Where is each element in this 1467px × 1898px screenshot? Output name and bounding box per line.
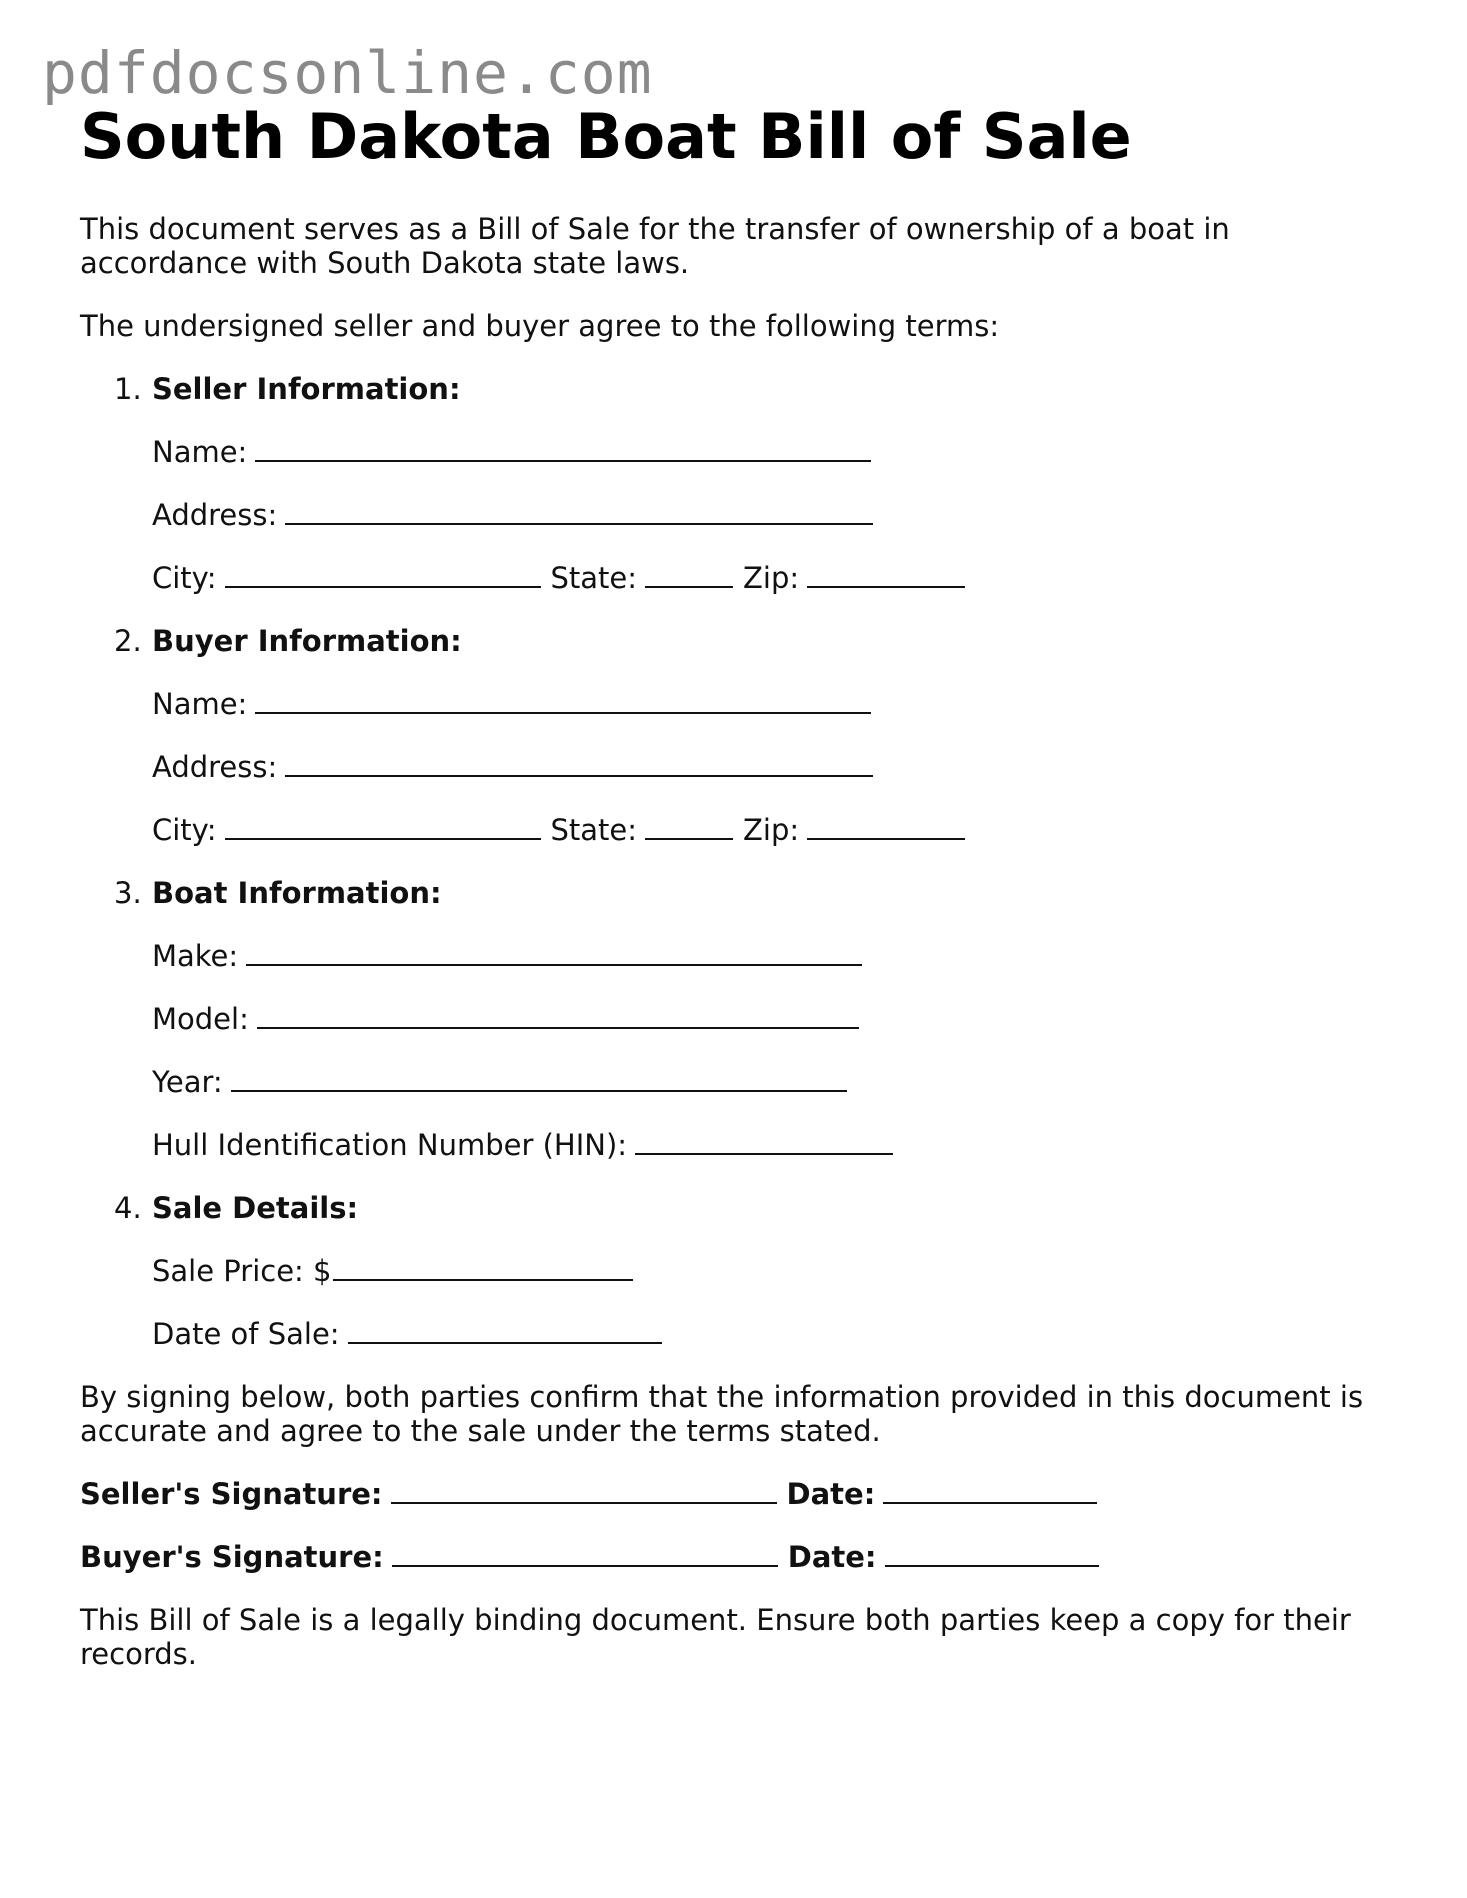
watermark: pdfdocsonline.com (42, 39, 653, 107)
seller-section-title: Seller Information: (152, 372, 461, 406)
sale-date-row (152, 1317, 1400, 1351)
seller-state-label: State: (550, 561, 638, 595)
seller-signature-field[interactable] (391, 1478, 777, 1504)
buyer-address-field[interactable] (285, 751, 873, 777)
seller-section-heading (114, 372, 1400, 406)
boat-hin-label: Hull Identification Number (HIN): (152, 1128, 628, 1162)
buyer-city-row (152, 813, 1400, 847)
seller-name-row (152, 435, 1400, 469)
buyer-date-field[interactable] (885, 1541, 1099, 1567)
seller-date-field[interactable] (883, 1478, 1097, 1504)
buyer-city-field[interactable] (225, 814, 541, 840)
buyer-date-label: Date: (787, 1540, 877, 1574)
seller-name-label: Name: (152, 435, 248, 469)
page-title: South Dakota Boat Bill of Sale (80, 100, 1132, 173)
buyer-name-row (152, 687, 1400, 721)
buyer-city-label: City: (152, 813, 217, 847)
sale-date-label: Date of Sale: (152, 1317, 340, 1351)
boat-section-title: Boat Information: (152, 876, 442, 910)
boat-make-label: Make: (152, 939, 239, 973)
buyer-section-number: 2. (114, 624, 142, 658)
seller-city-field[interactable] (225, 562, 541, 588)
document (80, 102, 1400, 1671)
intro-paragraph: This document serves as a Bill of Sale for the transfer of ownership of a boat in accordance with South Dakota state laws. (80, 212, 1230, 280)
boat-hin-field[interactable] (635, 1129, 893, 1155)
sale-date-field[interactable] (348, 1318, 662, 1344)
buyer-address-row (152, 750, 1400, 784)
sale-price-row (152, 1254, 1400, 1288)
boat-hin-row (152, 1128, 1400, 1162)
seller-zip-field[interactable] (807, 562, 965, 588)
sale-section-title: Sale Details: (152, 1191, 359, 1225)
buyer-name-label: Name: (152, 687, 248, 721)
closing-paragraph: This Bill of Sale is a legally binding document. Ensure both parties keep a copy for their records. (80, 1603, 1351, 1671)
sale-price-label: Sale Price: $ (152, 1254, 332, 1288)
buyer-zip-field[interactable] (807, 814, 965, 840)
buyer-zip-label: Zip: (743, 813, 800, 847)
seller-city-row (152, 561, 1400, 595)
buyer-state-label: State: (550, 813, 638, 847)
boat-section-number: 3. (114, 876, 142, 910)
boat-model-label: Model: (152, 1002, 249, 1036)
seller-address-row (152, 498, 1400, 532)
buyer-signature-label: Buyer's Signature: (80, 1540, 384, 1574)
seller-zip-label: Zip: (743, 561, 800, 595)
seller-section-number: 1. (114, 372, 142, 406)
boat-make-row (152, 939, 1400, 973)
boat-year-row (152, 1065, 1400, 1099)
buyer-section-title: Buyer Information: (152, 624, 462, 658)
buyer-signature-field[interactable] (392, 1541, 778, 1567)
seller-city-label: City: (152, 561, 217, 595)
buyer-section-heading (114, 624, 1400, 658)
sale-section-heading (114, 1191, 1400, 1225)
seller-signature-label: Seller's Signature: (80, 1477, 383, 1511)
seller-address-label: Address: (152, 498, 278, 532)
boat-model-row (152, 1002, 1400, 1036)
seller-name-field[interactable] (255, 436, 871, 462)
confirmation-paragraph: By signing below, both parties confirm that the information provided in this document is accurate and agree to the sale under the terms stated. (80, 1380, 1364, 1448)
sale-price-field[interactable] (333, 1255, 633, 1281)
sale-section-number: 4. (114, 1191, 142, 1225)
seller-signature-row (80, 1477, 1400, 1511)
buyer-name-field[interactable] (255, 688, 871, 714)
boat-section-heading (114, 876, 1400, 910)
seller-date-label: Date: (786, 1477, 876, 1511)
boat-year-label: Year: (152, 1065, 223, 1099)
agreement-paragraph: The undersigned seller and buyer agree to the following terms: (80, 309, 1000, 343)
boat-make-field[interactable] (246, 940, 862, 966)
boat-model-field[interactable] (257, 1003, 859, 1029)
buyer-state-field[interactable] (645, 814, 733, 840)
buyer-signature-row (80, 1540, 1400, 1574)
seller-state-field[interactable] (645, 562, 733, 588)
boat-year-field[interactable] (231, 1066, 847, 1092)
seller-address-field[interactable] (285, 499, 873, 525)
buyer-address-label: Address: (152, 750, 278, 784)
